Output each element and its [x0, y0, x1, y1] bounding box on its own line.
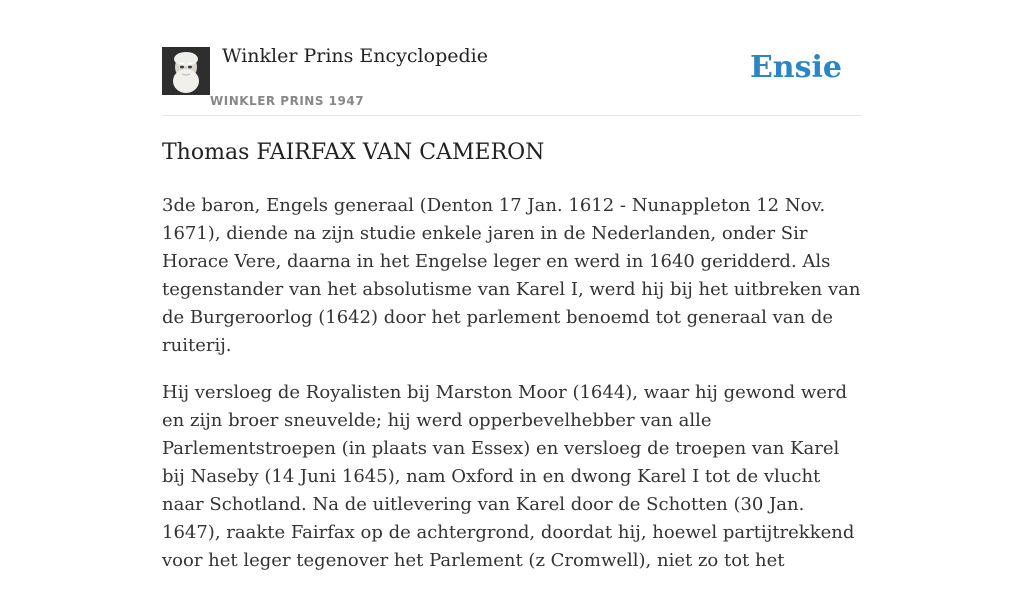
brand-logo-link[interactable]: Ensie [749, 50, 842, 85]
article-paragraph: 3de baron, Engels generaal (Denton 17 Jan. 1612 - Nunappleton 12 Nov. 1671), diende na zijn studie enkele jaren in de Nederlanden, onder Sir Horace Vere, daarna in het Engelse leger en werd in 1640 geridderd. Als tegenstander van het absolutisme van Karel I, werd hij bij het uitbreken van de Burgeroorlog (1642) door het parlement benoemd tot generaal van de ruiterij. [162, 195, 861, 356]
article-title: Thomas FAIRFAX VAN CAMERON [162, 140, 545, 165]
article-body [162, 192, 862, 594]
page-container [162, 0, 862, 571]
article-paragraph: Hij versloeg de Royalisten bij Marston Moor (1644), waar hij gewond werd en zijn broer sneuvelde; hij werd opperbevelhebber van alle Parlementstroepen (in plaats van Essex) en versloeg de troepen van Karel bij Naseby (14 Juni 1645), nam Oxford in en dwong Karel I tot de vlucht naar Schotland. Na de uitlevering van Karel door de Schotten (30 Jan. 1647), raakte Fairfax op de achtergrond, doordat hij, hoewel partijtrekkend voor het leger tegenover het Parlement (z Cromwell), niet zo tot het [162, 382, 855, 571]
source-header [162, 0, 862, 116]
source-title[interactable]: Winkler Prins Encyclopedie [222, 45, 488, 67]
source-subtitle[interactable]: WINKLER PRINS 1947 [210, 94, 365, 108]
avatar[interactable] [162, 47, 210, 95]
bearded-man-portrait-icon [162, 47, 210, 95]
